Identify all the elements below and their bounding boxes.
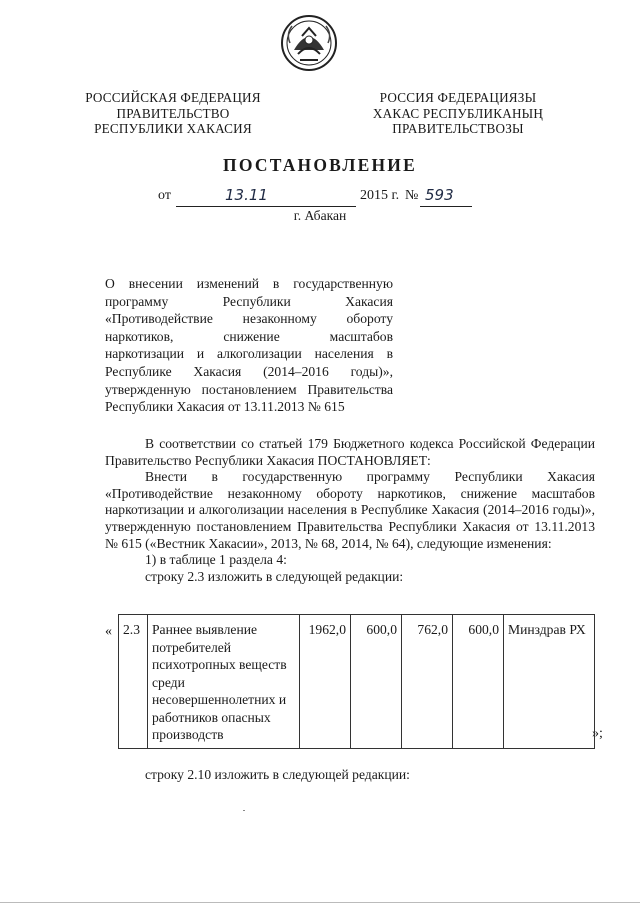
cell-value-2014: 600,0 [351, 615, 402, 749]
paragraph-row-2-3: строку 2.3 изложить в следующей редакции: [145, 568, 404, 584]
subject-line: наркотиков, снижение масштабов [105, 328, 393, 344]
paragraph-table-ref: 1) в таблице 1 раздела 4: [145, 552, 287, 568]
header-right-line-2: ХАКАС РЕСПУБЛИКАНЫҢ [372, 105, 544, 121]
paragraph-amend: Внести в государственную программу Республики Хакасия «Противодействие незаконному обороту наркотиков, снижение масштабов наркотизации и алкоголизации населения в Республике Хакасия (2014–2016 годы)», утвержденную постановлением Правительства Республики Хакасия от 13.11.2013 № 615 («Вестник Хакасии», 2013, № 68, 2014, № 64), следующие изменения: [105, 469, 595, 551]
document-title: ПОСТАНОВЛЕНИЕ [223, 155, 417, 175]
header-left-line-3: РЕСПУБЛИКИ ХАКАСИЯ [94, 121, 252, 136]
coat-of-arms-emblem [280, 14, 338, 72]
cell-index: 2.3 [119, 615, 148, 749]
paragraph-preamble: В соответствии со статьей 179 Бюджетного кодекса Российской Федерации Правительство Республики Хакасия ПОСТАНОВЛЯЕТ: [105, 436, 595, 468]
page-bottom-edge [0, 902, 640, 903]
date-underline [176, 206, 356, 207]
body-text-after-table [105, 767, 595, 784]
subject-line: Республике Хакасия (2014–2016 годы)», [105, 363, 393, 379]
body-text [105, 436, 595, 585]
cell-value-2016: 600,0 [453, 615, 504, 749]
paragraph-row-2-10: строку 2.10 изложить в следующей редакции: [145, 767, 410, 782]
header-right-line-1: РОССИЯ ФЕДЕРАЦИЯЗЫ [379, 90, 537, 105]
cell-responsible: Минздрав РХ [504, 615, 595, 749]
number-underline [420, 206, 472, 207]
header-left-line-2: ПРАВИТЕЛЬСТВО [116, 105, 230, 121]
header-right [353, 90, 563, 137]
program-table-row [118, 614, 595, 749]
subject-line: «Противодействие незаконному обороту [105, 311, 393, 327]
cell-value-2015: 762,0 [402, 615, 453, 749]
quote-close: »; [592, 726, 603, 741]
table-row [119, 615, 595, 749]
header-left-line-1: РОССИЙСКАЯ ФЕДЕРАЦИЯ [85, 90, 261, 105]
city-label: г. Абакан [293, 208, 347, 223]
dateline-prefix: от [158, 188, 171, 203]
subject-line: программу Республики Хакасия [105, 293, 393, 309]
cell-activity-name: Раннее выявление потребителей психотропных веществ среди несовершеннолетних и работников опасных производств [148, 615, 300, 749]
dateline-year: 2015 г. [360, 188, 400, 203]
dateline-number-sign: № [405, 188, 419, 203]
header-right-line-3: ПРАВИТЕЛЬСТВОЗЫ [392, 121, 524, 136]
subject-line: Республики Хакасия от 13.11.2013 № 615 [105, 399, 345, 415]
subject-block [105, 275, 393, 416]
subject-line: утвержденную постановлением Правительства [105, 381, 393, 397]
subject-line: наркотизации и алкоголизации населения в [105, 346, 393, 362]
header-left [68, 90, 278, 137]
number-handwritten: 593 [425, 186, 454, 204]
subject-line: О внесении изменений в государственную [105, 276, 393, 291]
quote-open: « [105, 624, 112, 639]
scan-speck [243, 810, 245, 811]
cell-value-total: 1962,0 [300, 615, 351, 749]
date-handwritten: 13.11 [225, 186, 268, 204]
